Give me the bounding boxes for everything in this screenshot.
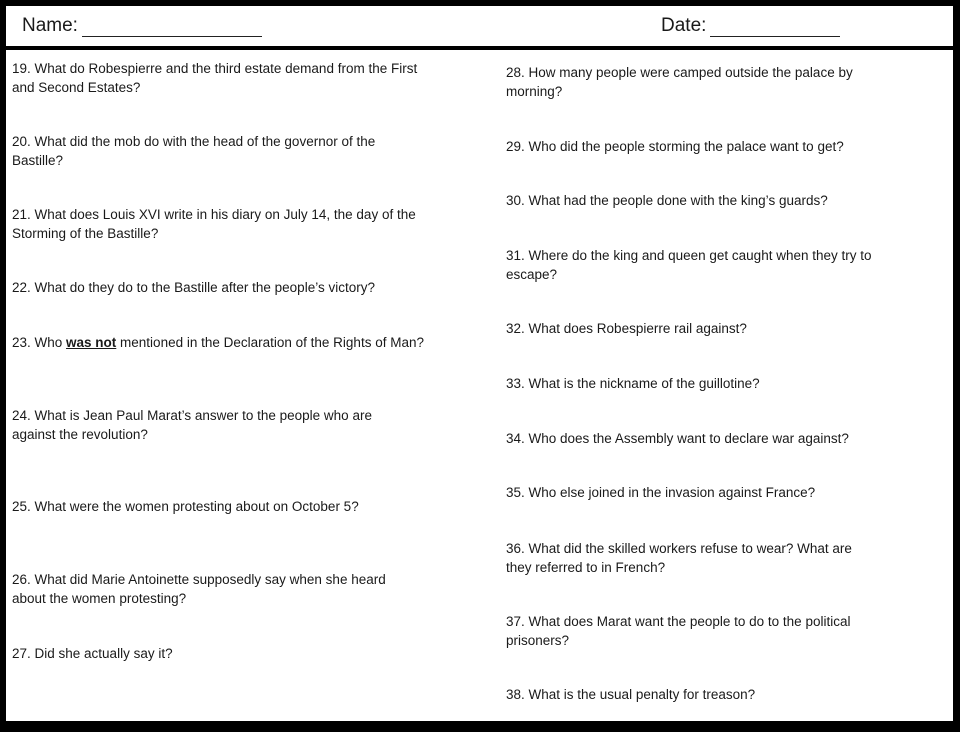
question-34: 34. Who does the Assembly want to declare war against? <box>506 431 849 446</box>
name-field <box>22 15 262 37</box>
question-sheet <box>6 50 953 721</box>
question-30: 30. What had the people done with the king’s guards? <box>506 193 828 208</box>
date-label: Date: <box>661 15 707 36</box>
question-29: 29. Who did the people storming the palace want to get? <box>506 139 844 154</box>
question-32: 32. What does Robespierre rail against? <box>506 321 747 336</box>
question-23: 23. Who was not mentioned in the Declaration of the Rights of Man? <box>12 335 424 350</box>
question-22: 22. What do they do to the Bastille after the people’s victory? <box>12 280 375 295</box>
question-20: 20. What did the mob do with the head of the governor of the Bastille? <box>12 134 376 168</box>
question-37: 37. What does Marat want the people to do to the political prisoners? <box>506 614 851 648</box>
worksheet-header <box>6 6 953 46</box>
question-25: 25. What were the women protesting about on October 5? <box>12 499 359 514</box>
question-35: 35. Who else joined in the invasion against France? <box>506 485 816 500</box>
question-33: 33. What is the nickname of the guillotine? <box>506 376 760 391</box>
question-36: 36. What did the skilled workers refuse to wear? What are they referred to in French? <box>506 541 852 575</box>
question-26: 26. What did Marie Antoinette supposedly say when she heard about the women protesting? <box>12 572 386 606</box>
question-31: 31. Where do the king and queen get caught when they try to escape? <box>506 248 872 282</box>
question-27: 27. Did she actually say it? <box>12 646 173 661</box>
emphasis-was-not: was not <box>66 335 117 350</box>
date-blank-line <box>710 18 840 37</box>
question-38: 38. What is the usual penalty for treason? <box>506 687 756 702</box>
question-24: 24. What is Jean Paul Marat’s answer to the people who are against the revolution? <box>12 408 372 442</box>
date-field <box>661 15 840 37</box>
question-19: 19. What do Robespierre and the third estate demand from the First and Second Estates? <box>12 61 418 95</box>
name-label: Name: <box>22 15 78 36</box>
question-21: 21. What does Louis XVI write in his diary on July 14, the day of the Storming of the Bastille? <box>12 207 416 241</box>
name-blank-line <box>82 18 262 37</box>
question-28: 28. How many people were camped outside the palace by morning? <box>506 65 853 99</box>
